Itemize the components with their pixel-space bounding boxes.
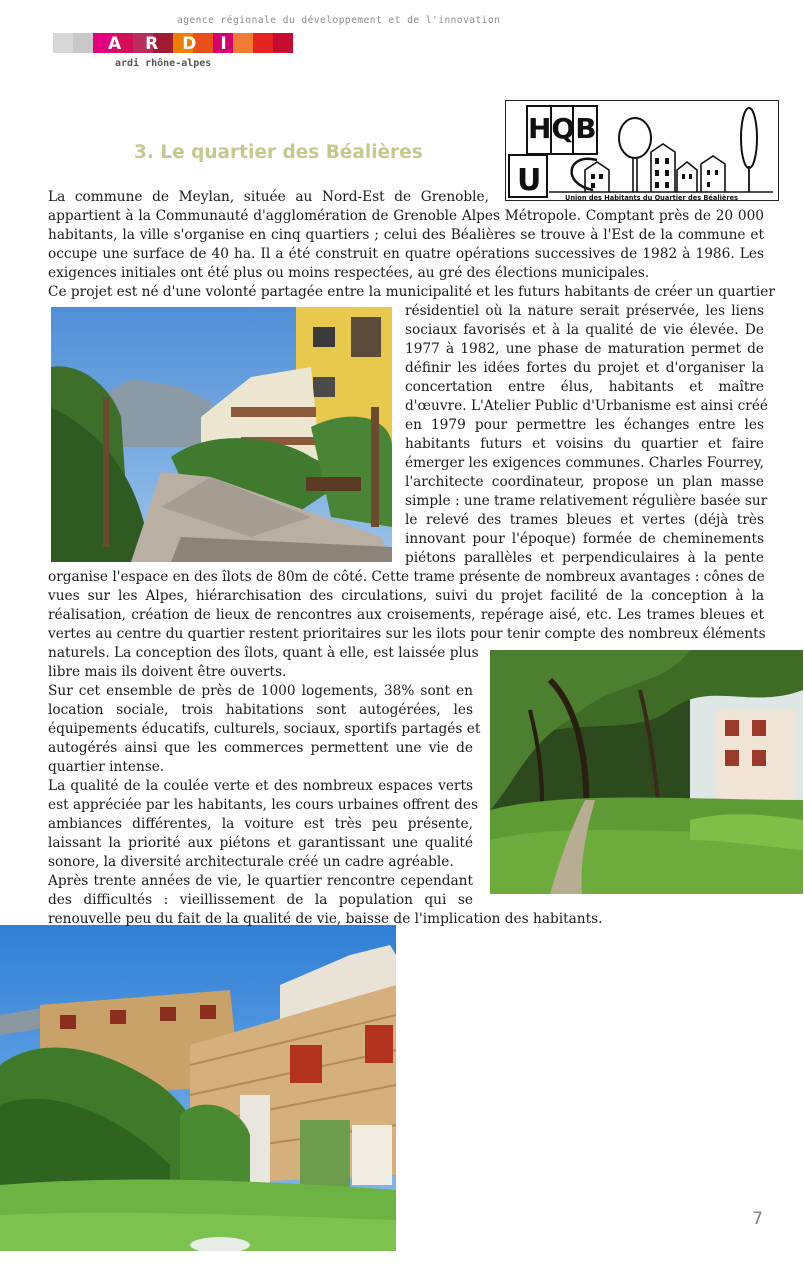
photo-wooden-building [0, 925, 396, 1251]
paragraph-line: quartier intense. [48, 759, 165, 775]
logo-color-block [73, 33, 93, 53]
paragraph-line: vues sur les Alpes, hiérarchisation des circulations, suivi du projet facilité de la conception à la [48, 588, 764, 604]
section-title-text: Le quartier des Béalières [160, 142, 423, 163]
logo-color-block [273, 33, 293, 53]
paragraph-line: sociaux favorisés et à la qualité de vie élevée. De [405, 322, 764, 338]
paragraph-line: l'architecte coordinateur, propose un plan masse [405, 474, 764, 490]
photo-green-path [490, 650, 803, 894]
paragraph-line: émerger les exigences communes. Charles Fourrey, [405, 455, 764, 471]
paragraph-line: simple : une trame relativement régulière basée sur [405, 493, 768, 509]
paragraph-line: La commune de Meylan, située au Nord-Est de Grenoble, [48, 189, 489, 205]
ardi-logo-subtitle: ardi rhône-alpes [115, 58, 212, 69]
page-number: 7 [752, 1209, 763, 1229]
paragraph-line: le relevé des trames bleues et vertes (déjà très [405, 512, 764, 528]
paragraph-line: vertes au centre du quartier restent prioritaires sur les ilots pour tenir compte des nombreux éléments [48, 626, 766, 642]
paragraph-line: naturels. La conception des îlots, quant à elle, est laissée plus [48, 645, 479, 661]
paragraph-line: location sociale, trois habitations sont autogérées, les [48, 702, 473, 718]
section-number: 3. [134, 142, 154, 163]
paragraph-line: occupe une surface de 40 ha. Il a été construit en quatre opérations successives de 1982 à 1986. Les [48, 246, 764, 262]
photo-street-buildings [51, 307, 392, 562]
paragraph-line: des difficultés : vieillissement de la population qui se [48, 892, 473, 908]
ardi-tagline: agence régionale du développement et de l'innovation [177, 15, 501, 26]
paragraph-line: sonore, la diversité architecturale créé un cadre agréable. [48, 854, 454, 870]
paragraph-line: est appréciée par les habitants, les cours urbaines offrent des [48, 797, 478, 813]
ardi-logo-letters: ARDI [108, 34, 251, 54]
paragraph-line: piétons parallèles et perpendiculaires à la pente [405, 550, 764, 566]
section-title [134, 142, 423, 163]
paragraph-line: d'œuvre. L'Atelier Public d'Urbanisme est ainsi créé [405, 398, 769, 414]
paragraph-line: autogérés ainsi que les commerces permettent une vie de [48, 740, 473, 756]
paragraph-line: La qualité de la coulée verte et des nombreux espaces verts [48, 778, 473, 794]
paragraph-line: Après trente années de vie, le quartier rencontre cependant [48, 873, 473, 889]
paragraph-line: habitants futurs et voisins du quartier et faire [405, 436, 764, 452]
paragraph-line: résidentiel où la nature serait préservée, les liens [405, 303, 764, 319]
paragraph-line: libre mais ils doivent être ouverts. [48, 664, 287, 680]
logo-color-block [53, 33, 73, 53]
paragraph-line: définir les idées fortes du projet et d'organiser la [405, 360, 764, 376]
paragraph-line: organise l'espace en des îlots de 80m de côté. Cette trame présente de nombreux avantages : cônes de [48, 569, 765, 585]
paragraph-line: renouvelle peu du fait de la qualité de vie, baisse de l'implication des habitants. [48, 911, 603, 927]
paragraph-line: équipements éducatifs, culturels, sociaux, sportifs partagés et [48, 721, 481, 737]
hqb-letters: HQB [528, 112, 597, 145]
paragraph-line: innovant pour l'époque) formée de cheminements [405, 531, 764, 547]
paragraph-line: 1977 à 1982, une phase de maturation permet de [405, 341, 764, 357]
paragraph-line: Ce projet est né d'une volonté partagée entre la municipalité et les futurs habitants de créer un quartier [48, 284, 775, 300]
paragraph-line: appartient à la Communauté d'agglomération de Grenoble Alpes Métropole. Comptant près de 20 000 [48, 208, 764, 224]
paragraph-line: laissant la priorité aux piétons et garantissant une qualité [48, 835, 473, 851]
paragraph-line: concertation entre élus, habitants et maître [405, 379, 764, 395]
paragraph-line: en 1979 pour permettre les échanges entre les [405, 417, 764, 433]
paragraph-line: ambiances différentes, la voiture est très peu présente, [48, 816, 473, 832]
hqb-caption: Union des Habitants du Quartier des Béalières [565, 194, 738, 201]
paragraph-line: habitants, la ville s'organise en cinq quartiers ; celui des Béalières se trouve à l'Est de la commune et [48, 227, 764, 243]
paragraph-line: Sur cet ensemble de près de 1000 logements, 38% sont en [48, 683, 473, 699]
paragraph-line: exigences initiales ont été plus ou moins respectées, au gré des élections municipales. [48, 265, 650, 281]
paragraph-line: réalisation, création de lieux de rencontres aux croisements, repérage aisé, etc. Les trames bleues et [48, 607, 764, 623]
u-letter: U [517, 163, 542, 198]
hqb-association-logo [505, 100, 779, 201]
